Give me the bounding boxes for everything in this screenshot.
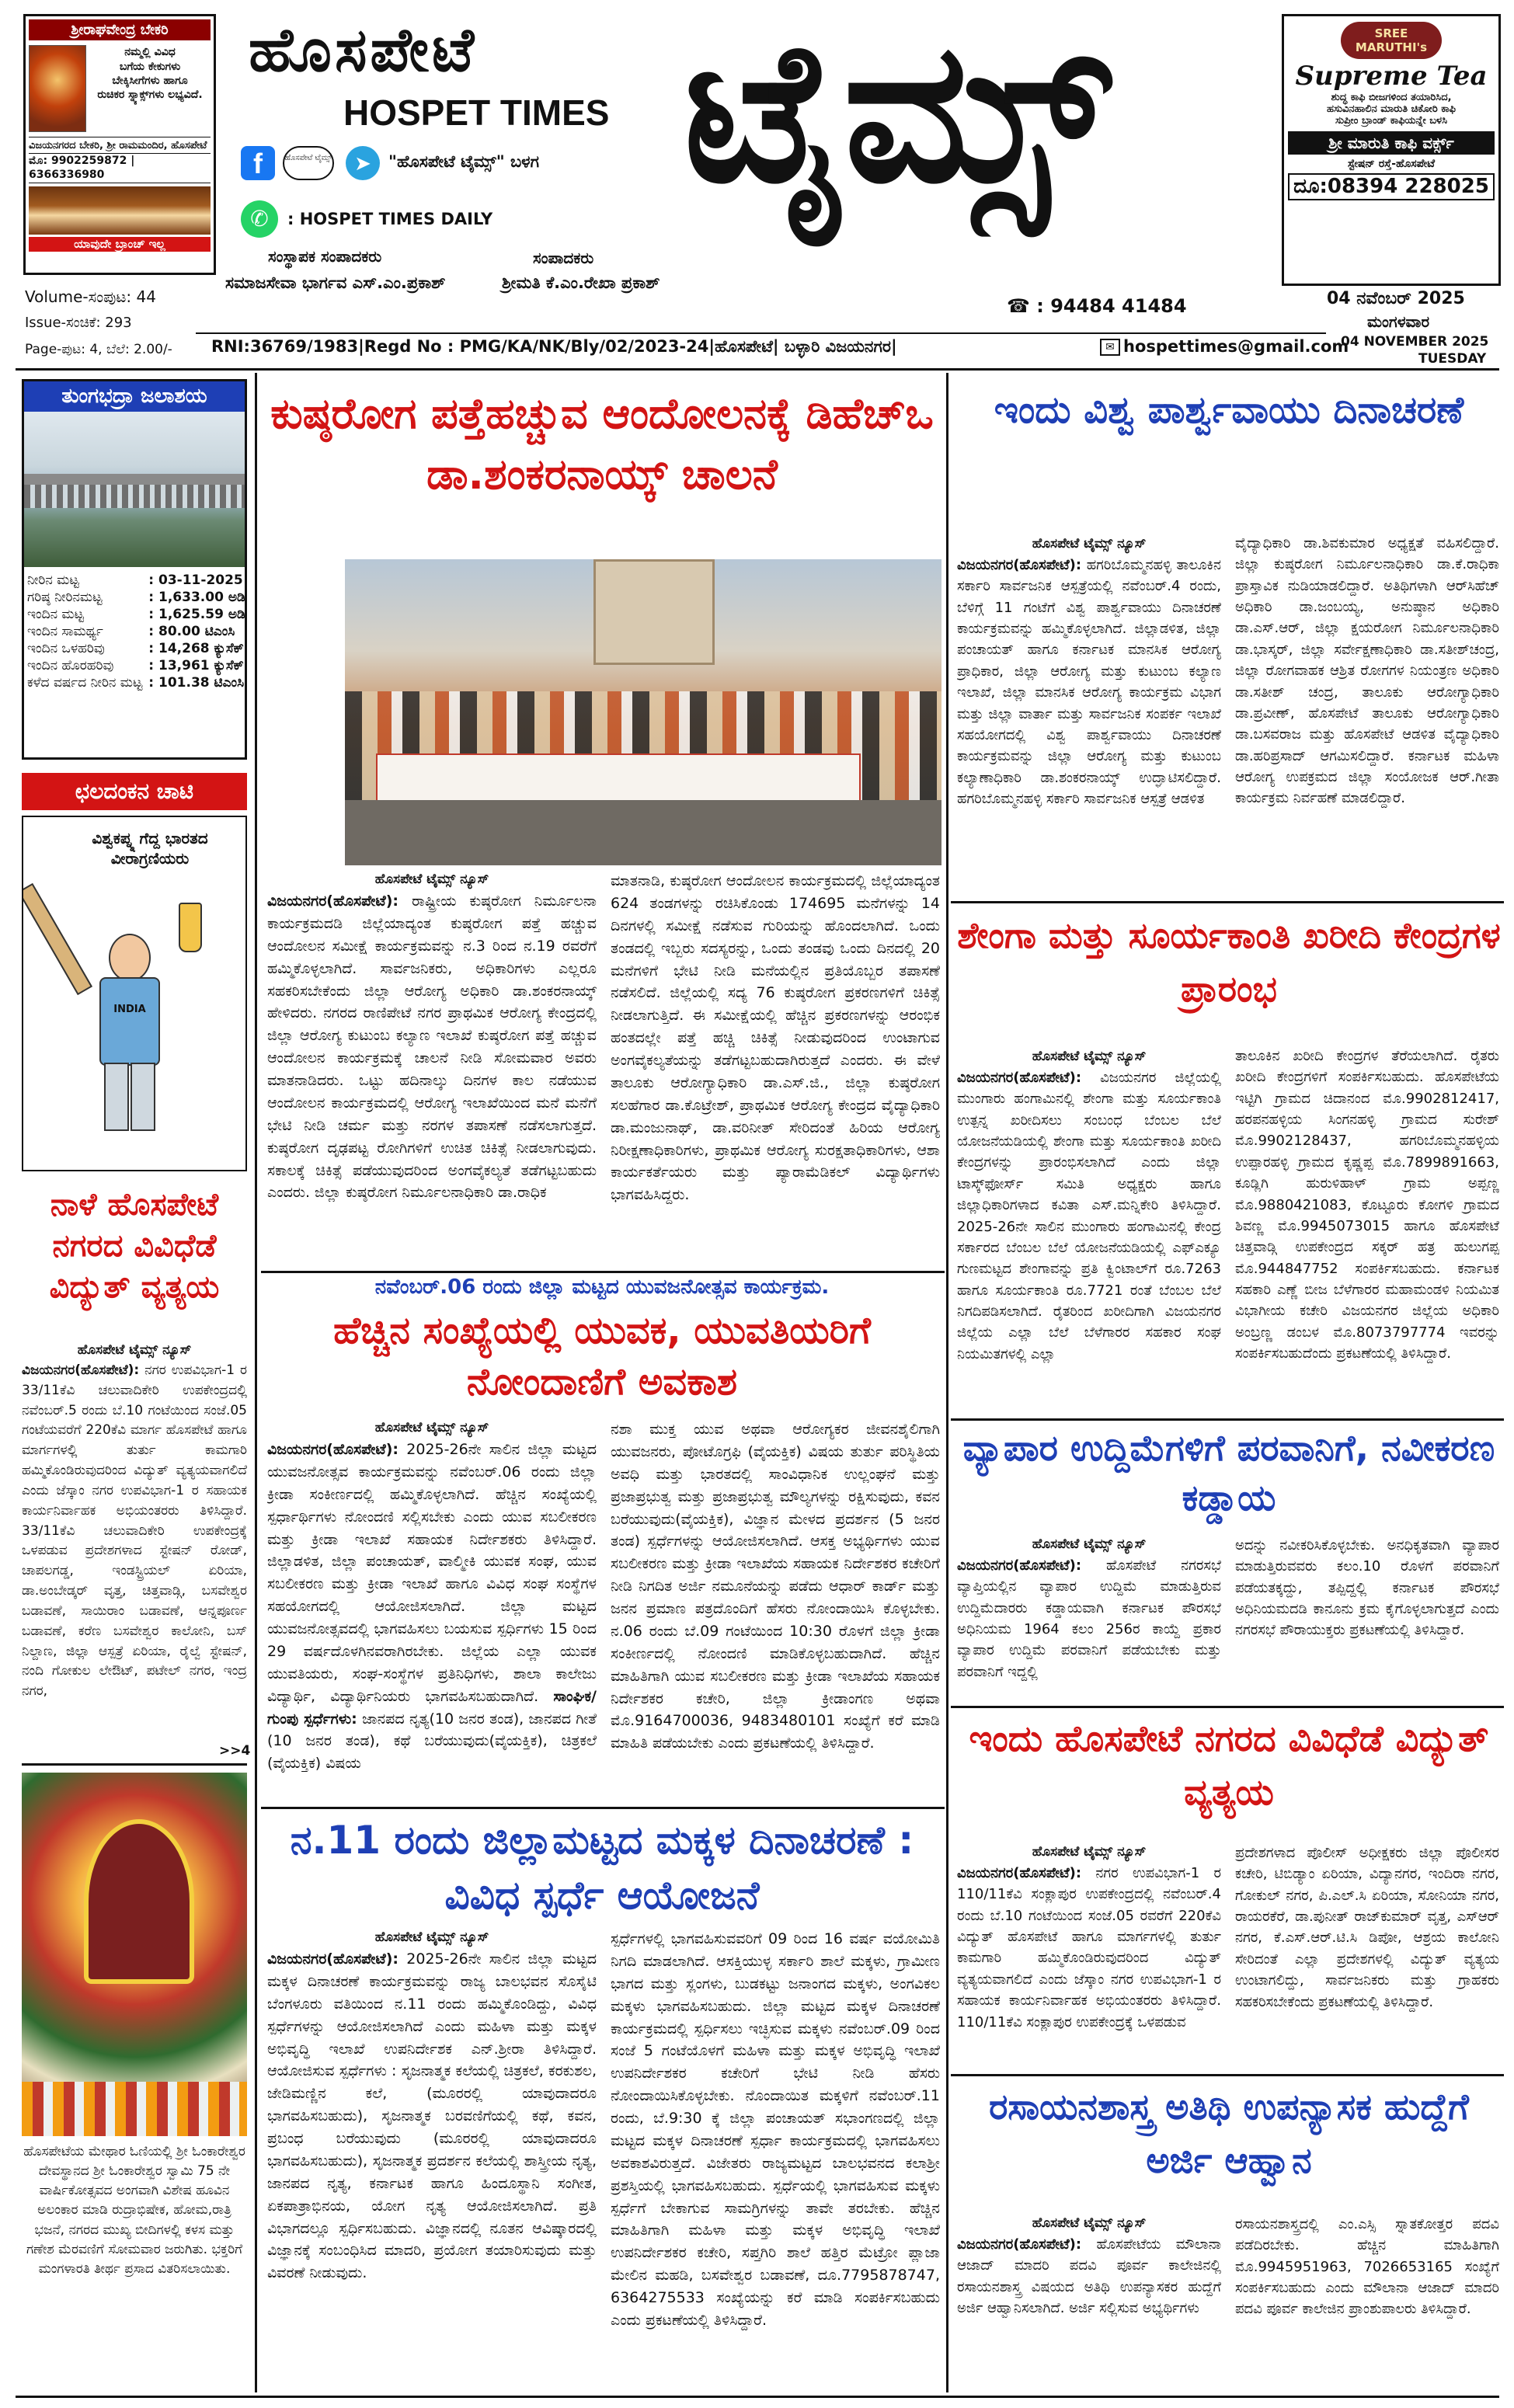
title-kannada-small: ಹೊಸಪೇಟೆ bbox=[249, 16, 478, 85]
left-ad-line2: ನಮ್ಮಲ್ಲಿ ವಿವಿಧ bbox=[124, 46, 176, 59]
title-english: HOSPET TIMES bbox=[343, 92, 610, 133]
left-ad[interactable] bbox=[23, 14, 216, 275]
children-story-col1 bbox=[267, 1948, 597, 2391]
youth-story-kicker: ನವೆಂಬರ್.06 ರಂದು ಜಿಲ್ಲಾ ಮಟ್ಟದ ಯುವಜನೋತ್ಸವ ಕಾರ್ಯಕ್ರಮ. bbox=[374, 1275, 830, 1299]
left-story-byline: ಹೊಸಪೇಟೆ ಟೈಮ್ಸ್ ನ್ಯೂಸ್ bbox=[77, 1342, 192, 1358]
whatsapp-icon[interactable]: ✆ bbox=[241, 200, 278, 238]
stroke-story-rule bbox=[951, 901, 1504, 903]
chemistry-story-byline: ಹೊಸಪೇಟೆ ಟೈಮ್ಸ್ ನ್ಯೂಸ್ bbox=[1032, 2215, 1147, 2231]
groundnut-story-byline: ಹೊಸಪೇಟೆ ಟೈಮ್ಸ್ ನ್ಯೂಸ್ bbox=[1032, 1049, 1147, 1064]
volume-label: Volume-ಸಂಪುಟ: 44 bbox=[25, 287, 156, 306]
left-story-dateline: ವಿಜಯನಗರ(ಹೊಸಪೇಟೆ): bbox=[22, 1362, 140, 1378]
youth-story-byline: ಹೊಸಪೇಟೆ ಟೈಮ್ಸ್ ನ್ಯೂಸ್ bbox=[374, 1420, 489, 1435]
dam-table bbox=[24, 572, 249, 691]
cartoon-title: ಛಲದಂಕನ ಚಾಟಿ bbox=[22, 773, 247, 810]
cartoon-caption: ವಿಶ್ವಕಪ್ನ್ನ ಗೆದ್ದ ಭಾರತದ ವೀರಾಗ್ರಣಿಯರು bbox=[92, 829, 208, 868]
left-story-continued[interactable]: >>4 bbox=[219, 1743, 251, 1759]
phone-number: ☎ : 94484 41484 bbox=[1007, 295, 1187, 317]
masthead-rule bbox=[196, 332, 1326, 334]
dam-box bbox=[22, 379, 247, 760]
day-english: TUESDAY bbox=[1418, 351, 1487, 367]
right-ad-line3: ಸುಪ್ರೀಂ ಬ್ರಾಂಡ್ ಕಾಫಿಯನ್ನೇ ಬಳಸಿ bbox=[1335, 115, 1448, 127]
stroke-story-col1-text: ಹಗರಿಬೊಮ್ಮನಹಳ್ಳಿ ತಾಲೂಕಿನ ಸರ್ಕಾರಿ ಸಾರ್ವಜನಿಕ ಆಸ್ಪತ್ರೆಯಲ್ಲಿ ನವೆಂಬರ್.4 ರಂದು, ಬೆಳಿಗ್ಗೆ 11 ಗಂಟೆಗೆ ವಿಶ್ವ ಪಾರ್ಶ್ವವಾಯು ದಿನಾಚರಣೆ ಕಾರ್ಯಕ್ರಮವನ್ನು ಹಮ್ಮಿಕೊಳ್ಳಲಾಗಿದೆ. ಜಿಲ್ಲಾಡಳಿತ, ಜಿಲ್ಲಾ ಪಂಚಾಯತ್ ಹಾಗೂ ಕರ್ನಾಟಕ ಮಾನಸಿಕ ಆರೋಗ್ಯ ಪ್ರಾಧಿಕಾರ, ಜಿಲ್ಲಾ ಆರೋಗ್ಯ ಮತ್ತು ಕುಟುಂಬ ಕಲ್ಯಾಣ ಇಲಾಖೆ, ಜಿಲ್ಲಾ ಮಾನಸಿಕ ಆರೋಗ್ಯ ಕಾರ್ಯಕ್ರಮ ವಿಭಾಗ ಮತ್ತು ಜಿಲ್ಲಾ ವಾರ್ತಾ ಮತ್ತು ಸಾರ್ವಜನಿಕ ಸಂಪರ್ಕ ಇಲಾಖೆ ಸಹಯೋಗದಲ್ಲಿ ವಿಶ್ವ ಪಾರ್ಶ್ವವಾಯು ದಿನಾಚರಣೆ ಕಾರ್ಯಕ್ರಮವನ್ನು ಜಿಲ್ಲಾ ಆರೋಗ್ಯ ಮತ್ತು ಕುಟುಂಬ ಕಲ್ಯಾಣಾಧಿಕಾರಿ ಡಾ.ಶಂಕರನಾಯ್ಕ್ ಉದ್ಘಾಟಿಸಲಿದ್ದಾರೆ. ಹಗರಿಬೊಮ್ಮನಹಳ್ಳಿ ಸರ್ಕಾರಿ ಸಾರ್ವಜನಿಕ ಆಸ್ಪತ್ರೆ ಆಡಳಿತ bbox=[957, 557, 1221, 807]
stroke-story-byline: ಹೊಸಪೇಟೆ ಟೈಮ್ಸ್ ನ್ಯೂಸ್ bbox=[1032, 536, 1147, 552]
stroke-story-dateline: ವಿಜಯನಗರ(ಹೊಸಪೇಟೆ): bbox=[957, 557, 1082, 573]
dam-row-value: : 03-11-2025 bbox=[148, 572, 243, 588]
youth-story-dateline: ವಿಜಯನಗರ(ಹೊಸಪೇಟೆ): bbox=[267, 1441, 399, 1458]
issue-label: Issue-ಸಂಚಿಕೆ: 293 bbox=[25, 315, 132, 331]
stroke-story-headline: ಇಂದು ವಿಶ್ವ ಪಾರ್ಶ್ವವಾಯು ದಿನಾಚರಣೆ bbox=[994, 388, 1464, 432]
registration-line: RNI:36769/1983|Regd No : PMG/KA/NK/Bly/02/2023-24|ಹೊಸಪೇಟೆ| ಬಳ್ಳಾರಿ ವಿಜಯನಗರ| bbox=[211, 337, 897, 356]
dam-row bbox=[24, 657, 249, 674]
facebook-icon[interactable]: f bbox=[241, 146, 275, 180]
dam-row-label: ಇಂದಿನ ಸಾಮರ್ಥ್ಯ bbox=[27, 624, 103, 639]
main-story-photo bbox=[345, 559, 941, 865]
groundnut-story-rule bbox=[951, 1418, 1504, 1421]
youth-story-col1-tail: ಜಾನಪದ ನೃತ್ಯ(10 ಜನರ ತಂಡ), ಜಾನಪದ ಗೀತೆ (10 ಜನರ ತಂಡ), ಕಥೆ ಬರೆಯುವುದು(ವೈಯಕ್ತಿಕ), ಚಿತ್ರಕಲೆ (ವೈಯಕ್ತಿಕ) ವಿಷಯ bbox=[267, 1710, 597, 1773]
temple-photo bbox=[22, 1773, 247, 2136]
right-ad-shop: ಶ್ರೀ ಮಾರುತಿ ಕಾಫಿ ವರ್ಕ್ಸ್ bbox=[1288, 131, 1495, 155]
facebook-label[interactable]: ಹೊಸಪೇಟೆ ಟೈಮ್ಸ್ bbox=[283, 146, 334, 180]
right-ad-phone: ದೂ:08394 228025 bbox=[1288, 173, 1495, 200]
pages-label: Page-ಪುಟ: 4, ಬೆಲೆ: 2.00/- bbox=[25, 342, 172, 357]
stroke-story-col2: ವೈದ್ಯಾಧಿಕಾರಿ ಡಾ.ಶಿವಕುಮಾರ ಅಧ್ಯಕ್ಷತೆ ವಹಿಸಲಿದ್ದಾರೆ. ಜಿಲ್ಲಾ ಕುಷ್ಠರೋಗ ನಿರ್ಮೂಲನಾಧಿಕಾರಿ ಡಾ.ಕೆ.ರಾಧಿಕಾ ಪ್ರಾಸ್ತಾವಿಕ ನುಡಿಯಾಡಲಿದ್ದಾರೆ. ಅತಿಥಿಗಳಾಗಿ ಆರ್‌ಸಿಹೆಚ್ ಅಧಿಕಾರಿ ಡಾ.ಜಂಬಯ್ಯ, ಅನುಷ್ಠಾನ ಅಧಿಕಾರಿ ಡಾ.ಎಸ್.ಆರ್, ಜಿಲ್ಲಾ ಕ್ಷಯರೋಗ ನಿರ್ಮೂಲನಾಧಿಕಾರಿ ಡಾ.ಭಾಸ್ಕರ್, ಜಿಲ್ಲಾ ಸರ್ವೇಕ್ಷಣಾಧಿಕಾರಿ ಡಾ.ಸತೀಶ್‌ಚಂದ್ರ, ಜಿಲ್ಲಾ ರೋಗವಾಹಕ ಆಶ್ರಿತ ರೋಗಗಳ ನಿಯಂತ್ರಣ ಅಧಿಕಾರಿ ಡಾ.ಸತೀಶ್ ಚಂದ್ರ, ತಾಲೂಕು ಆರೋಗ್ಯಾಧಿಕಾರಿ ಡಾ.ಪ್ರವೀಣ್, ಹೊಸಪೇಟೆ ತಾಲೂಕು ಆರೋಗ್ಯಾಧಿಕಾರಿ ಡಾ.ಬಸವರಾಜ ಮತ್ತು ಹೊಸಪೇಟೆ ಆಡಳಿತ ವೈದ್ಯಾಧಿಕಾರಿ ಡಾ.ಹರಿಪ್ರಸಾದ್ ಆಗಮಿಸಲಿದ್ದಾರೆ. ಕರ್ನಾಟಕ ಮಹಿಳಾ ಆರೋಗ್ಯ ಉಪಕ್ರಮದ ಜಿಲ್ಲಾ ಸಂಯೋಜಕ ಆರ್.ಗೀತಾ ಕಾರ್ಯಕ್ರಮ ನಿರ್ವಹಣೆ ಮಾಡಲಿದ್ದಾರೆ. bbox=[1235, 535, 1499, 807]
cartoon-trophy bbox=[179, 903, 202, 952]
chemistry-story-col2: ರಸಾಯನಶಾಸ್ತ್ರದಲ್ಲಿ ಎಂ.ಎಸ್ಸಿ ಸ್ನಾತಕೋತ್ತರ ಪದವಿ ಪಡೆದಿರಬೇಕು. ಹೆಚ್ಚಿನ ಮಾಹಿತಿಗಾಗಿ ಮೊ.9945951963, 7026653165 ಸಂಖ್ಯೆಗೆ ಸಂಪರ್ಕಿಸಬಹುದು ಎಂದು ಮೌಲಾನಾ ಆಜಾದ್ ಮಾದರಿ ಪದವಿ ಪೂರ್ವ ಕಾಲೇಜಿನ ಪ್ರಾಂಶುಪಾಲರು ತಿಳಿಸಿದ್ದಾರೆ. bbox=[1235, 2216, 1499, 2318]
power-story-rule bbox=[951, 2074, 1504, 2076]
date-english: 04 NOVEMBER 2025 bbox=[1341, 334, 1489, 350]
photo-caption: ಹೊಸಪೇಟೆಯ ಮೇಥಾರ ಓಣಿಯಲ್ಲಿ ಶ್ರೀ ಓಂಕಾರೇಶ್ವರ ದೇವಸ್ಥಾನದ ಶ್ರೀ ಓಂಕಾರೇಶ್ವರ ಸ್ವಾಮಿ 75 ನೇ ವಾರ್ಷಿಕೋತ್ಸವದ ಅಂಗವಾಗಿ ವಿಶೇಷ ಹೂವಿನ ಅಲಂಕಾರ ಮಾಡಿ ರುದ್ರಾಭಿಷೇಕ, ಹೋಮ,ರಾತ್ರಿ ಭಜನೆ, ನಗರದ ಮುಖ್ಯ ಬೀದಿಗಳಲ್ಲಿ ಕಳಸ ಮತ್ತು ಗಣೇಶ ಮೆರವಣಿಗೆ ಸೋಮವಾರ ಜರುಗಿತು. ಭಕ್ತರಿಗೆ ಮಂಗಳಾರತಿ ತೀರ್ಥ ಪ್ರಸಾದ ವಿತರಿಸಲಾಯಿತು. bbox=[23, 2144, 245, 2277]
chemistry-story-dateline: ವಿಜಯನಗರ(ಹೊಸಪೇಟೆ): bbox=[957, 2236, 1082, 2253]
main-story-col1-text: ರಾಷ್ಟ್ರೀಯ ಕುಷ್ಠರೋಗ ನಿರ್ಮೂಲನಾ ಕಾರ್ಯಕ್ರಮದಡಿ ಜಿಲ್ಲೆಯಾದ್ಯಂತ ಕುಷ್ಠರೋಗ ಪತ್ತೆ ಹಚ್ಚುವ ಆಂದೋಲನ ಸಮೀಕ್ಷೆ ಕಾರ್ಯಕ್ರಮವನ್ನು ನ.3 ರಿಂದ ನ.19 ರವರೆಗೆ ಹಮ್ಮಿಕೊಳ್ಳಲಾಗಿದೆ. ಸಾರ್ವಜನಿಕರು, ಅಧಿಕಾರಿಗಳು ಎಲ್ಲರೂ ಸಹಕರಿಸಬೇಕೆಂದು ಜಿಲ್ಲಾ ಆರೋಗ್ಯ ಅಧಿಕಾರಿ ಡಾ.ಶಂಕರನಾಯ್ಕ್ ಹೇಳಿದರು. ನಗರದ ರಾಣಿಪೇಟೆ ನಗರ ಪ್ರಾಥಮಿಕ ಆರೋಗ್ಯ ಕೇಂದ್ರದಲ್ಲಿ ಜಿಲ್ಲಾ ಆರೋಗ್ಯ ಕುಟುಂಬ ಕಲ್ಯಾಣ ಇಲಾಖೆ ಕುಷ್ಠರೋಗ ಪತ್ತೆ ಹಚ್ಚುವ ಆಂದೋಲನ ಕಾರ್ಯಕ್ರಮಕ್ಕೆ ಚಾಲನೆ ನೀಡಿ ಸೋಮವಾರ ಅವರು ಮಾತನಾಡಿದರು. ಒಟ್ಟು ಹದಿನಾಲ್ಕು ದಿನಗಳ ಕಾಲ ನಡೆಯುವ ಆಂದೋಲನ ಕಾರ್ಯಕ್ರಮದಲ್ಲಿ ಆರೋಗ್ಯ ಇಲಾಖೆಯಿಂದ ಮನೆ ಮನೆಗೆ ಭೇಟಿ ನೀಡಿ ಚರ್ಮ ಮತ್ತು ನರಗಳ ತಪಾಸಣೆ ನಡೆಸಲಾಗುತ್ತದೆ. ಕುಷ್ಠರೋಗ ದೃಢಪಟ್ಟ ರೋಗಿಗಳಿಗೆ ಉಚಿತ ಚಿಕಿತ್ಸೆ ನೀಡಲಾಗುವುದು. ಸಕಾಲಕ್ಕೆ ಚಿಕಿತ್ಸೆ ಪಡೆಯುವುದರಿಂದ ಅಂಗವೈಕಲ್ಯತೆ ತಡೆಗಟ್ಟಬಹುದು ಎಂದರು. ಜಿಲ್ಲಾ ಕುಷ್ಠರೋಗ ನಿರ್ಮೂಲನಾಧಿಕಾರಿ ಡಾ.ರಾಧಿಕ bbox=[267, 893, 597, 1202]
cartoon-figure bbox=[93, 934, 163, 1128]
groundnut-story-headline: ಶೇಂಗಾ ಮತ್ತು ಸೂರ್ಯಕಾಂತಿ ಖರೀದಿ ಕೇಂದ್ರಗಳ ಪ್ರಾರಂಭ bbox=[957, 914, 1501, 1010]
right-ad-line1: ಶುದ್ಧ ಕಾಫಿ ಬೀಜಗಳಿಂದ ತಯಾರಿಸಿದ, bbox=[1331, 92, 1452, 103]
groundnut-story-col2: ತಾಲೂಕಿನ ಖರೀದಿ ಕೇಂದ್ರಗಳ ತೆರೆಯಲಾಗಿದೆ. ರೈತರು ಖರೀದಿ ಕೇಂದ್ರಗಳಿಗೆ ಸಂಪರ್ಕಿಸಬಹುದು. ಹೊಸಪೇಟೆಯ ಇಟ್ಟಿಗಿ ಗ್ರಾಮದ ಚಿದಾನಂದ ಮೊ.9902812417, ಹರಪನಹಳ್ಳಿಯ ಸಿಂಗನಹಳ್ಳಿ ಗ್ರಾಮದ ಸುರೇಶ್ ಮೊ.9902128437, ಹಗರಿಬೊಮ್ಮನಹಳ್ಳಿಯ ಉಪ್ಪಾರಹಳ್ಳಿ ಗ್ರಾಮದ ಕೃಷ್ಣಪ್ಪ ಮೊ.7899891663, ಕೂಡ್ಲಿಗಿ ಹುರುಳಿಹಾಳ್ ಗ್ರಾಮ ಅಪ್ಪಣ್ಣ ಮೊ.9880421083, ಕೊಟ್ಟೂರು ಕೋಗಳಿ ಗ್ರಾಮದ ಶಿವಣ್ಣ ಮೊ.9945073015 ಹಾಗೂ ಹೊಸಪೇಟೆ ಚಿತ್ತವಾಡ್ಗಿ ಉಪಕೇಂದ್ರದ ಸಕ್ಕರ್ ಹತ್ರ ಹುಲುಗಪ್ಪ ಮೊ.944847752 ಸಂಪರ್ಕಿಸಬಹುದು. ಕರ್ನಾಟಕ ಸಹಕಾರಿ ಎಣ್ಣೆ ಬೀಜ ಬೆಳೆಗಾರರ ಮಹಾಮಂಡಳಿ ನಿಯಮಿತ ವಿಭಾಗೀಯ ಕಚೇರಿ ವಿಜಯನಗರ ಜಿಲ್ಲೆಯ ಅಧಿಕಾರಿ ಅಂಬ್ರಣ್ಣ ಡಂಬಳ ಮೊ.8073797774 ಇವರನ್ನು ಸಂಪರ್ಕಿಸಬಹುದೆಂದು ಪ್ರಕಟಣೆಯಲ್ಲಿ ತಿಳಿಸಿದ್ದಾರೆ. bbox=[1235, 1048, 1499, 1362]
power-story-byline: ಹೊಸಪೇಟೆ ಟೈಮ್ಸ್ ನ್ಯೂಸ್ bbox=[1032, 1844, 1147, 1860]
dam-row-label: ನೀರಿನ ಮಟ್ಟ bbox=[27, 572, 79, 588]
dam-row-value: : 1,633.00 ಅಡಿ bbox=[148, 590, 245, 605]
cartoon-shirt-label: INDIA bbox=[113, 1004, 146, 1015]
right-ad-line2: ಹಸುವಿನಹಾಲಿನ ಮಾರುತಿ ಚಿಕೋರಿ ಕಾಫಿ bbox=[1327, 103, 1456, 115]
power-story-col1-text: ನಗರ ಉಪವಿಭಾಗ-1 ರ 110/11ಕೆವಿ ಸಂಕ್ಲಾಪುರ ಉಪಕೇಂದ್ರದಲ್ಲಿ ನವೆಂಬರ್.4 ರಂದು ಬೆ.10 ಗಂಟೆಯಿಂದ ಸಂಜೆ.05 ರವರೆಗೆ 220ಕೆವಿ ವಿದ್ಯುತ್ ಹೊಸಪೇಟೆ ಹಾಗೂ ಮಾರ್ಗಗಳಲ್ಲಿ ತುರ್ತು ಕಾಮಗಾರಿ ಹಮ್ಮಿಕೊಂಡಿರುವುದರಿಂದ ವಿದ್ಯುತ್ ವ್ಯತ್ಯಯವಾಗಲಿದೆ ಎಂದು ಜೆಸ್ಕಾಂ ನಗರ ಉಪವಿಭಾಗ-1 ರ ಸಹಾಯಕ ಕಾರ್ಯನಿರ್ವಾಹಕ ಅಭಿಯಂತರರು ತಿಳಿಸಿದ್ದಾರೆ. 110/11ಕೆವಿ ಸಂಕ್ಲಾಪುರ ಉಪಕೇಂದ್ರಕ್ಕೆ ಒಳಪಡುವ bbox=[957, 1865, 1221, 2030]
page-bottom-rule bbox=[16, 2396, 1499, 2398]
editor-name: ಶ್ರೀಮತಿ ಕೆ.ಎಂ.ರೇಖಾ ಪ್ರಕಾಶ್ bbox=[502, 273, 660, 292]
children-story-col1-text: 2025-26ನೇ ಸಾಲಿನ ಜಿಲ್ಲಾ ಮಟ್ಟದ ಮಕ್ಕಳ ದಿನಾಚರಣೆ ಕಾರ್ಯಕ್ರಮವನ್ನು ರಾಜ್ಯ ಬಾಲಭವನ ಸೊಸೈಟಿ ಬೆಂಗಳೂರು ವತಿಯಿಂದ ನ.11 ರಂದು ಹಮ್ಮಿಕೊಂಡಿದ್ದು, ವಿವಿಧ ಸ್ಪರ್ಧೆಗಳನ್ನು ಆಯೋಜಿಸಲಾಗಿದೆ ಎಂದು ಮಹಿಳಾ ಮತ್ತು ಮಕ್ಕಳ ಅಭಿವೃದ್ಧಿ ಇಲಾಖೆ ಉಪನಿರ್ದೇಶಕ ಎನ್.ಶ್ರೀರಾ ತಿಳಿಸಿದ್ದಾರೆ. ಆಯೋಜಿಸುವ ಸ್ಪರ್ಧೆಗಳು : ಸೃಜನಾತ್ಮಕ ಕಲೆಯಲ್ಲಿ ಚಿತ್ರಕಲೆ, ಕರಕುಶಲ, ಜೇಡಿಮಣ್ಣಿನ ಕಲೆ, (ಮೂರರಲ್ಲಿ ಯಾವುದಾದರೂ ಭಾಗವಹಿಸಬಹುದು), ಸೃಜನಾತ್ಮಕ ಬರವಣಿಗೆಯಲ್ಲಿ ಕಥೆ, ಕವನ, ಪ್ರಬಂಧ ಬರೆಯುವುದು (ಮೂರರಲ್ಲಿ ಯಾವುದಾದರೂ ಭಾಗವಹಿಸಬಹುದು), ಸೃಜನಾತ್ಮಕ ಪ್ರದರ್ಶನ ಕಲೆಯಲ್ಲಿ ಶಾಸ್ತ್ರೀಯ ನೃತ್ಯ, ಜಾನಪದ ನೃತ್ಯ, ಕರ್ನಾಟಕ ಹಾಗೂ ಹಿಂದೂಸ್ಥಾನಿ ಸಂಗೀತ, ಏಕಪಾತ್ರಾಭಿನಯ, ಯೋಗ ನೃತ್ಯ ಆಯೋಜಿಸಲಾಗಿದೆ. ಪ್ರತಿ ವಿಭಾಗದಲ್ಲೂ ಸ್ಪರ್ಧಿಸಬಹುದು. ವಿಜ್ಞಾನದಲ್ಲಿ ನೂತನ ಆವಿಷ್ಕಾರದಲ್ಲಿ ವಿಜ್ಞಾನಕ್ಕೆ ಸಂಬಂಧಿಸಿದ ಮಾದರಿ, ಪ್ರಯೋಗ ತಯಾರಿಸುವುದು ಮತ್ತು ವಿವರಣೆ ನೀಡುವುದು. bbox=[267, 1950, 597, 2282]
dam-row bbox=[24, 640, 249, 657]
cake-image bbox=[29, 186, 211, 235]
left-story-text: ನಗರ ಉಪವಿಭಾಗ-1 ರ 33/11ಕೆವಿ ಚಲುವಾದಿಕೇರಿ ಉಪಕೇಂದ್ರದಲ್ಲಿ ನವೆಂಬರ್.5 ರಂದು ಬೆ.10 ಗಂಟೆಯಿಂದ ಸಂಜೆ.05 ಗಂಟೆಯವರೆಗೆ 220ಕೆವಿ ಮಾರ್ಗ ಹೊಸಪೇಟೆ ಹಾಗೂ ಮಾರ್ಗಗಳಲ್ಲಿ ತುರ್ತು ಕಾಮಗಾರಿ ಹಮ್ಮಿಕೊಂಡಿರುವುದರಿಂದ ವಿದ್ಯುತ್ ವ್ಯತ್ಯಯವಾಗಲಿದೆ ಎಂದು ಜೆಸ್ಕಾಂ ನಗರ ಉಪವಿಭಾಗ-1 ರ ಸಹಾಯಕ ಕಾರ್ಯನಿರ್ವಾಹಕ ಅಭಿಯಂತರರು ತಿಳಿಸಿದ್ದಾರೆ. 33/11ಕೆವಿ ಚಲುವಾದಿಕೇರಿ ಉಪಕೇಂದ್ರಕ್ಕೆ ಒಳಪಡುವ ಪ್ರದೇಶಗಳಾದ ಸ್ಟೇಷನ್ ರೋಡ್, ಚಾಪಲಗಡ್ಡ, ಇಂಡಸ್ಟ್ರಿಯಲ್ ಏರಿಯಾ, ಡಾ.ಅಂಬೇಡ್ಕರ್ ವೃತ್ತ, ಚಿತ್ತವಾಡ್ಗಿ, ಬಸವೇಶ್ವರ ಬಡಾವಣೆ, ಸಾಯಿರಾಂ ಬಡಾವಣೆ, ಆನ್ನಪೂರ್ಣ ಬಡಾವಣೆ, ಕರೆಣ ಬಸವೇಶ್ವರ ಕಾಲೋನಿ, ಬಸ್ ನಿಲ್ದಾಣ, ಜಿಲ್ಲಾ ಆಸ್ಪತ್ರೆ ಏರಿಯಾ, ರೈಲ್ವೆ ಸ್ಟೇಷನ್, ನಂದಿ ಗೋಕುಲ ಲೇಔಟ್, ಪಟೇಲ್ ನಗರ, ಇಂದ್ರ ನಗರ, bbox=[22, 1362, 247, 1700]
cartoon-bat bbox=[22, 883, 92, 995]
email-link[interactable]: hospettimes@gmail.com bbox=[1123, 337, 1349, 356]
founder-label: ಸಂಸ್ಥಾಪಕ ಸಂಪಾದಕರು bbox=[268, 247, 382, 266]
dam-row-label: ಇಂದಿನ ಹೊರಹರಿವು bbox=[27, 658, 114, 673]
license-story-rule bbox=[951, 1706, 1504, 1708]
youth-story-col1-tail-label: ಸಾಂಘಿಕ/ಗುಂಪು ಸ್ಪರ್ಧೆಗಳು: bbox=[267, 1687, 597, 1728]
youth-story-col2: ನಶಾ ಮುಕ್ತ ಯುವ ಅಥವಾ ಆರೋಗ್ಯಕರ ಜೀವನಶೈಲಿಗಾಗಿ ಯುವಜನರು, ಪೋಟೊಗ್ರಫಿ (ವೈಯಕ್ತಿಕ) ವಿಷಯ ತುರ್ತು ಪರಿಸ್ಥಿತಿಯ ಅವಧಿ ಮತ್ತು ಭಾರತದಲ್ಲಿ ಸಾಂವಿಧಾನಿಕ ಉಲ್ಲಂಘನೆ ಮತ್ತು ಪ್ರಜಾಪ್ರಭುತ್ವ ಮತ್ತು ಪ್ರಜಾಪ್ರಭುತ್ವ ಮೌಲ್ಯಗಳನ್ನು ರಕ್ಷಿಸುವುದು, ಕವನ ಬರೆಯುವುದು(ವೈಯಕ್ತಿಕ), ವಿಜ್ಞಾನ ಮೇಳದ ಪ್ರದರ್ಶನ (5 ಜನರ ತಂಡ) ಸ್ಪರ್ಧೆಗಳನ್ನು ಆಯೋಜಿಸಲಾಗಿದೆ. ಆಸಕ್ತ ಅಭ್ಯರ್ಥಿಗಳು ಯುವ ಸಬಲೀಕರಣ ಮತ್ತು ಕ್ರೀಡಾ ಇಲಾಖೆಯ ಸಹಾಯಕ ನಿರ್ದೇಶಕರ ಕಚೇರಿಗೆ ನೀಡಿ ನಿಗದಿತ ಅರ್ಜಿ ನಮೂನೆಯನ್ನು ಪಡೆದು ಆಧಾರ್ ಕಾರ್ಡ್ ಮತ್ತು ಜನನ ಪ್ರಮಾಣ ಪತ್ರದೊಂದಿಗೆ ಹೆಸರು ನೋಂದಾಯಿಸಿ ಕೊಳ್ಳಬೇಕು. ನ.06 ರಂದು ಬೆ.09 ಗಂಟೆಯಿಂದ 10:30 ರೊಳಗೆ ಜಿಲ್ಲಾ ಕ್ರೀಡಾ ಸಂಕೀರ್ಣದಲ್ಲಿ ನೋಂದಣಿ ಮಾಡಿಕೊಳ್ಳಬಹುದಾಗಿದೆ. ಹೆಚ್ಚಿನ ಮಾಹಿತಿಗಾಗಿ ಯುವ ಸಬಲೀಕರಣ ಮತ್ತು ಕ್ರೀಡಾ ಇಲಾಖೆಯ ಸಹಾಯಕ ನಿರ್ದೇಶಕರ ಕಚೇರಿ, ಜಿಲ್ಲಾ ಕ್ರೀಡಾಂಗಣ ಅಥವಾ ಮೊ.9164700036, 9483480101 ಸಂಖ್ಯೆಗೆ ಕರೆ ಮಾಡಿ ಮಾಹಿತಿ ಪಡೆಯಬೇಕು ಎಂದು ಪ್ರಕಟಣೆಯಲ್ಲಿ ತಿಳಿಸಿದ್ದಾರೆ. bbox=[611, 1421, 940, 1752]
children-story-byline: ಹೊಸಪೇಟೆ ಟೈಮ್ಸ್ ನ್ಯೂಸ್ bbox=[374, 1930, 489, 1945]
main-story-headline: ಕುಷ್ಠರೋಗ ಪತ್ತೆಹಚ್ಚುವ ಆಂದೋಲನಕ್ಕೆ ಡಿಹೆಚ್ಒ ಡಾ.ಶಂಕರನಾಯ್ಕ್ ಚಾಲನೆ bbox=[270, 389, 934, 499]
dam-row-value: : 13,961 ಕ್ಯುಸೆಕ್ bbox=[148, 658, 244, 673]
left-column-divider bbox=[255, 373, 257, 2392]
telegram-label[interactable]: "ಹೊಸಪೇಟೆ ಟೈಮ್ಸ್" ಬಳಗ bbox=[388, 152, 539, 171]
right-ad[interactable] bbox=[1282, 14, 1501, 286]
groundnut-story-col1 bbox=[957, 1067, 1221, 1415]
youth-story-rule bbox=[261, 1807, 945, 1809]
dam-row-value: : 101.38 ಟಿಎಂಸಿ bbox=[148, 675, 245, 691]
date-kannada: 04 ನವೆಂಬರ್ 2025 bbox=[1327, 289, 1465, 308]
cartoon bbox=[22, 816, 247, 1171]
children-story-headline: ನ.11 ರಂದು ಜಿಲ್ಲಾಮಟ್ಟದ ಮಕ್ಕಳ ದಿನಾಚರಣೆ : ವಿವಿಧ ಸ್ಪರ್ಧೆ ಆಯೋಜನೆ bbox=[290, 1818, 914, 1918]
chemistry-story-headline: ರಸಾಯನಶಾಸ್ತ್ರ ಅತಿಥಿ ಉಪನ್ಯಾಸಕ ಹುದ್ದೆಗೆ ಅರ್ಜಿ ಆಹ್ವಾನ bbox=[989, 2086, 1469, 2181]
main-story-dateline: ವಿಜಯನಗರ(ಹೊಸಪೇಟೆ): bbox=[267, 893, 399, 910]
license-story-col1 bbox=[957, 1555, 1221, 1703]
left-ad-footer: ಯಾವುದೇ ಬ್ರಾಂಚ್ ಇಲ್ಲ bbox=[29, 237, 211, 252]
youth-story-headline: ಹೆಚ್ಚಿನ ಸಂಖ್ಯೆಯಲ್ಲಿ ಯುವಕ, ಯುವತಿಯರಿಗೆ ನೋಂದಾಣಿಗೆ ಅವಕಾಶ bbox=[333, 1309, 871, 1404]
children-story-dateline: ವಿಜಯನಗರ(ಹೊಸಪೇಟೆ): bbox=[267, 1950, 399, 1968]
dam-row-value: : 1,625.59 ಅಡಿ bbox=[148, 607, 245, 622]
dam-row-label: ಇಂದಿನ ಮಟ್ಟ bbox=[27, 607, 84, 622]
license-story-headline: ವ್ಯಾಪಾರ ಉದ್ದಿಮೆಗಳಿಗೆ ಪರವಾನಿಗೆ, ನವೀಕರಣ ಕಡ್ಡಾಯ bbox=[962, 1427, 1495, 1519]
stroke-story-col1 bbox=[957, 555, 1221, 898]
whatsapp-label[interactable]: : HOSPET TIMES DAILY bbox=[287, 210, 493, 228]
main-story-col2: ಮಾತನಾಡಿ, ಕುಷ್ಠರೋಗ ಆಂದೋಲನ ಕಾರ್ಯಕ್ರಮದಲ್ಲಿ ಜಿಲ್ಲೆಯಾದ್ಯಂತ 624 ತಂಡಗಳನ್ನು ರಚಿಸಿಕೊಂಡು 174695 ಮನೆಗಳನ್ನು 14 ದಿನಗಳಲ್ಲಿ ಸಮೀಕ್ಷೆ ನಡೆಸುವ ಗುರಿಯನ್ನು ಹೊಂದಲಾಗಿದೆ. ಒಂದು ತಂಡದಲ್ಲಿ ಇಬ್ಬರು ಸದಸ್ಯರನ್ನು, ಒಂದು ತಂಡವು ಒಂದು ದಿನದಲ್ಲಿ 20 ಮನೆಗಳಿಗೆ ಭೇಟಿ ನೀಡಿ ಮನೆಯಲ್ಲಿನ ಪ್ರತಿಯೊಬ್ಬರ ತಪಾಸಣೆ ನಡೆಸಲಿದೆ. ಜಿಲ್ಲೆಯಲ್ಲಿ ಸದ್ಯ 76 ಕುಷ್ಠರೋಗ ಪ್ರಕರಣಗಳಿಗೆ ಚಿಕಿತ್ಸೆ ನೀಡಲಾಗುತ್ತಿದೆ. ಈ ಸಮೀಕ್ಷೆಯಲ್ಲಿ ಹೆಚ್ಚಿನ ಪ್ರಕರಣಗಳನ್ನು ಆರಂಭಿಕ ಹಂತದಲ್ಲೇ ಪತ್ತೆ ಹಚ್ಚಿ ಚಿಕಿತ್ಸೆ ನೀಡುವುದರಿಂದ ಉಂಟಾಗುವ ಅಂಗವೈಕಲ್ಯತೆಯನ್ನು ತಡೆಗಟ್ಟಬಹುದಾಗಿರುತ್ತದೆ ಎಂದರು. ಈ ವೇಳೆ ತಾಲೂಕು ಆರೋಗ್ಯಾಧಿಕಾರಿ ಡಾ.ಎಸ್.ಜಿ., ಜಿಲ್ಲಾ ಕುಷ್ಠರೋಗ ಸಲಹೆಗಾರ ಡಾ.ಕೊಟ್ರೇಶ್, ಪ್ರಾಥಮಿಕ ಆರೋಗ್ಯ ಕೇಂದ್ರದ ವೈದ್ಯಾಧಿಕಾರಿ ಡಾ.ಮಂಜುನಾಥ್, ಡಾ.ವರಿನೀತ್ ಸೇರಿದಂತೆ ಹಿರಿಯ ಆರೋಗ್ಯ ನಿರೀಕ್ಷಣಾಧಿಕಾರಿಗಳು, ಪ್ರಾಥಮಿಕ ಆರೋಗ್ಯ ಸುರಕ್ಷತಾಧಿಕಾರಿಗಳು, ಆಶಾ ಕಾರ್ಯಕರ್ತೆಯರು ಮತ್ತು ಪ್ಯಾರಾಮೆಡಿಕಲ್ ವಿದ್ಯಾರ್ಥಿಗಳು ಭಾಗವಹಿಸಿದ್ದರು. bbox=[611, 872, 940, 1204]
dam-row bbox=[24, 572, 249, 589]
groundnut-story-col1-text: ವಿಜಯನಗರ ಜಿಲ್ಲೆಯಲ್ಲಿ ಮುಂಗಾರು ಹಂಗಾಮಿನಲ್ಲಿ ಶೇಂಗಾ ಮತ್ತು ಸೂರ್ಯಕಾಂತಿ ಉತ್ಪನ್ನ ಖರೀದಿಸಲು ಸಂಬಂಧ ಬೆಂಬಲ ಬೆಲೆ ಯೋಜನೆಯಡಿಯಲ್ಲಿ ಶೇಂಗಾ ಮತ್ತು ಸೂರ್ಯಕಾಂತಿ ಖರೀದಿ ಕೇಂದ್ರಗಳನ್ನು ಪ್ರಾರಂಭಿಸಲಾಗಿದೆ ಎಂದು ಜಿಲ್ಲಾ ಟಾಸ್ಕ್‌ಫೋರ್ಸ್ ಸಮಿತಿ ಅಧ್ಯಕ್ಷರು ಹಾಗೂ ಜಿಲ್ಲಾಧಿಕಾರಿಗಳಾದ ಕವಿತಾ ಎಸ್.ಮನ್ನಿಕೇರಿ ತಿಳಿಸಿದ್ದಾರೆ. 2025-26ನೇ ಸಾಲಿನ ಮುಂಗಾರು ಹಂಗಾಮಿನಲ್ಲಿ ಕೇಂದ್ರ ಸರ್ಕಾರದ ಬೆಂಬಲ ಬೆಲೆ ಯೋಜನೆಯಡಿಯಲ್ಲಿ ಎಫ್ಎಕ್ಯೂ ಗುಣಮಟ್ಟದ ಶೇಂಗಾವನ್ನು ಪ್ರತಿ ಕ್ವಿಂಟಾಲ್‌ಗೆ ರೂ.7263 ಹಾಗೂ ಸೂರ್ಯಕಾಂತಿ ರೂ.7721 ರಂತೆ ಬೆಂಬಲ ಬೆಲೆ ನಿಗದಿಪಡಿಸಲಾಗಿದೆ. ರೈತರಿಂದ ಖರೀದಿಗಾಗಿ ವಿಜಯನಗರ ಜಿಲ್ಲೆಯ ಎಲ್ಲಾ ಬೆಲೆ ಬೆಳೆಗಾರರ ಸಹಕಾರ ಸಂಘ ನಿಯಮಿತಗಳಲ್ಲಿ ಎಲ್ಲಾ bbox=[957, 1070, 1221, 1362]
dam-row bbox=[24, 589, 249, 606]
power-story-col1 bbox=[957, 1863, 1221, 2069]
right-ad-brand-top: SREE MARUTHI's bbox=[1341, 22, 1442, 59]
email-icon: ✉ bbox=[1100, 339, 1120, 356]
day-kannada: ಮಂಗಳವಾರ bbox=[1367, 312, 1430, 331]
chemistry-story-col1 bbox=[957, 2234, 1221, 2389]
left-story-body bbox=[22, 1361, 247, 1745]
right-column-divider bbox=[946, 373, 948, 2392]
license-story-dateline: ವಿಜಯನಗರ(ಹೊಸಪೇಟೆ): bbox=[957, 1557, 1082, 1574]
power-story-dateline: ವಿಜಯನಗರ(ಹೊಸಪೇಟೆ): bbox=[957, 1865, 1082, 1881]
license-story-byline: ಹೊಸಪೇಟೆ ಟೈಮ್ಸ್ ನ್ಯೂಸ್ bbox=[1032, 1536, 1147, 1552]
license-story-col2: ಅದನ್ನು ನವೀಕರಿಸಿಕೊಳ್ಳಬೇಕು. ಅನಧಿಕೃತವಾಗಿ ವ್ಯಾಪಾರ ಮಾಡುತ್ತಿರುವವರು ಕಲಂ.10 ರೊಳಗೆ ಪರವಾನಿಗೆ ಪಡೆಯತಕ್ಕದ್ದು, ತಪ್ಪಿದ್ದಲ್ಲಿ ಕರ್ನಾಟಕ ಪೌರಸಭೆ ಅಧಿನಿಯಮದಡಿ ಕಾನೂನು ಕ್ರಮ ಕೈಗೊಳ್ಳಲಾಗುತ್ತದೆ ಎಂದು ನಗರಸಭೆ ಪೌರಾಯುಕ್ತರು ಪ್ರಕಟಣೆಯಲ್ಲಿ ತಿಳಿಸಿದ್ದಾರೆ. bbox=[1235, 1537, 1499, 1639]
telegram-icon[interactable]: ➤ bbox=[346, 146, 380, 180]
youth-story-col1 bbox=[267, 1439, 597, 1804]
left-ad-line4: ಬೇಕ್ಕಿಸೀಗೆಗಳು ಹಾಗೂ bbox=[112, 74, 188, 87]
dam-row bbox=[24, 674, 249, 691]
dam-row-label: ಗರಿಷ್ಠ ನೀರಿನಮಟ್ಟ bbox=[27, 590, 103, 605]
main-story-col1 bbox=[267, 890, 597, 1282]
dam-row-label: ಇಂದಿನ ಒಳಹರಿವು bbox=[27, 641, 105, 656]
chemistry-story-col1-text: ಹೊಸಪೇಟೆಯ ಮೌಲಾನಾ ಆಜಾದ್ ಮಾದರಿ ಪದವಿ ಪೂರ್ವ ಕಾಲೇಜಿನಲ್ಲಿ ರಸಾಯನಶಾಸ್ತ್ರ ವಿಷಯದ ಅತಿಥಿ ಉಪನ್ಯಾಸಕರ ಹುದ್ದೆಗೆ ಅರ್ಜಿ ಆಹ್ವಾನಿಸಲಾಗಿದೆ. ಅರ್ಜಿ ಸಲ್ಲಿಸುವ ಅಭ್ಯರ್ಥಿಗಳು bbox=[957, 2236, 1221, 2317]
masthead-bottom-rule bbox=[16, 368, 1499, 371]
left-story-headline: ನಾಳೆ ಹೊಸಪೇಟೆ ನಗರದ ವಿವಿಧೆಡೆ ವಿದ್ಯುತ್ ವ್ಯತ್ಯಯ bbox=[49, 1187, 220, 1305]
groundnut-story-dateline: ವಿಜಯನಗರ(ಹೊಸಪೇಟೆ): bbox=[957, 1070, 1082, 1086]
dam-title: ತುಂಗಭದ್ರಾ ಜಲಾಶಯ bbox=[24, 381, 245, 412]
left-ad-title: ಶ್ರೀರಾಘವೇಂದ್ರ ಬೇಕರಿ bbox=[29, 19, 211, 40]
children-story-col2: ಸ್ಪರ್ಧೆಗಳಲ್ಲಿ ಭಾಗವಹಿಸುವವರಿಗೆ 09 ರಿಂದ 16 ವರ್ಷ ವಯೋಮಿತಿ ನಿಗದಿ ಮಾಡಲಾಗಿದೆ. ಆಸಕ್ತಿಯುಳ್ಳ ಸರ್ಕಾರಿ ಶಾಲೆ ಮಕ್ಕಳು, ಗ್ರಾಮೀಣ ಭಾಗದ ಮತ್ತು ಸ್ಲಂಗಳು, ಬುಡಕಟ್ಟು ಜನಾಂಗದ ಮಕ್ಕಳು, ಅಂಗವಿಕಲ ಮಕ್ಕಳು ಭಾಗವಹಿಸಬಹುದು. ಜಿಲ್ಲಾ ಮಟ್ಟದ ಮಕ್ಕಳ ದಿನಾಚರಣೆ ಕಾರ್ಯಕ್ರಮದಲ್ಲಿ ಸ್ಪರ್ಧಿಸಲು ಇಚ್ಛಿಸುವ ಮಕ್ಕಳು ನವೆಂಬರ್.09 ರಿಂದ ಸಂಜೆ 5 ಗಂಟೆಯೊಳಗೆ ಮಹಿಳಾ ಮತ್ತು ಮಕ್ಕಳ ಅಭಿವೃದ್ಧಿ ಇಲಾಖೆ ಉಪನಿರ್ದೇಶಕರ ಕಚೇರಿಗೆ ಭೇಟಿ ನೀಡಿ ಹೆಸರು ನೋಂದಾಯಿಸಿಕೊಳ್ಳಬೇಕು. ನೊಂದಾಯಿತ ಮಕ್ಕಳಿಗೆ ನವೆಂಬರ್.11 ರಂದು, ಬೆ.9:30 ಕ್ಕೆ ಜಿಲ್ಲಾ ಪಂಚಾಯತ್ ಸಭಾಂಗಣದಲ್ಲಿ ಜಿಲ್ಲಾ ಮಟ್ಟದ ಮಕ್ಕಳ ದಿನಾಚರಣೆ ಸ್ಪರ್ಧಾ ಕಾರ್ಯಕ್ರಮದಲ್ಲಿ ಭಾಗವಹಿಸಲು ಅವಕಾಶವಿರುತ್ತದೆ. ವಿಜೇತರು ರಾಜ್ಯಮಟ್ಟದ ಬಾಲಭವನದ ಕಲಾಶ್ರೀ ಪ್ರಶಸ್ತಿಯಲ್ಲಿ ಭಾಗವಹಿಸಬಹುದು. ಸ್ಪರ್ಧೆಯಲ್ಲಿ ಭಾಗವಹಿಸುವ ಮಕ್ಕಳು ಸ್ಪರ್ಧೆಗೆ ಬೇಕಾಗುವ ಸಾಮಗ್ರಿಗಳನ್ನು ತಾವೇ ತರಬೇಕು. ಹೆಚ್ಚಿನ ಮಾಹಿತಿಗಾಗಿ ಮಹಿಳಾ ಮತ್ತು ಮಕ್ಕಳ ಅಭಿವೃದ್ಧಿ ಇಲಾಖೆ ಉಪನಿರ್ದೇಶಕರ ಕಚೇರಿ, ಸಪ್ತಗಿರಿ ಶಾಲೆ ಹತ್ತಿರ ಮೆಟ್ರೋ ಪ್ಲಾಜಾ ಮೇಲಿನ ಮಹಡಿ, ಬಸವೇಶ್ವರ ಬಡಾವಣೆ, ದೂ.7795878747, 6364275533 ಸಂಖ್ಯೆಯನ್ನು ಕರೆ ಮಾಡಿ ಸಂಪರ್ಕಿಸಬಹುದು ಎಂದು ಪ್ರಕಟಣೆಯಲ್ಲಿ ತಿಳಿಸಿದ್ದಾರೆ. bbox=[611, 1930, 940, 2329]
dam-row-value: : 14,268 ಕ್ಯುಸೆಕ್ bbox=[148, 641, 244, 656]
right-ad-address: ಸ್ಟೇಷನ್ ರಸ್ತೆ-ಹೊಸಪೇಟೆ bbox=[1347, 158, 1436, 170]
dam-row-value: : 80.00 ಟಿಎಂಸಿ bbox=[148, 624, 235, 639]
license-story-col1-text: ಹೊಸಪೇಟೆ ನಗರಸಭೆ ವ್ಯಾಪ್ತಿಯಲ್ಲಿನ ವ್ಯಾಪಾರ ಉದ್ದಿಮೆ ಮಾಡುತ್ತಿರುವ ಉದ್ದಿಮೆದಾರರು ಕಡ್ಡಾಯವಾಗಿ ಕರ್ನಾಟಕ ಪೌರಸಭೆ ಅಧಿನಿಯಮ 1964 ಕಲಂ 256ರ ಕಾಯ್ದೆ ಪ್ರಕಾರ ವ್ಯಾಪಾರ ಉದ್ದಿಮೆ ಪರವಾನಿಗೆ ಪಡೆಯಬೇಕು ಮತ್ತು ಪರವಾನಿಗೆ ಇದ್ದಲ್ಲಿ bbox=[957, 1557, 1221, 1680]
main-story-byline: ಹೊಸಪೇಟೆ ಟೈಮ್ಸ್ ನ್ಯೂಸ್ bbox=[374, 872, 489, 887]
left-ad-line3: ಬಗೆಯ ಕೇಕುಗಳು bbox=[119, 60, 181, 73]
left-story-rule bbox=[22, 1763, 247, 1766]
deity-image bbox=[29, 45, 86, 132]
dam-row bbox=[24, 606, 249, 623]
dam-row bbox=[24, 623, 249, 640]
left-ad-phone: ಮೊ: 9902259872 | 6366336980 bbox=[29, 153, 211, 183]
title-kannada-big: ಟೈಮ್ಸ್ bbox=[684, 0, 1115, 225]
left-ad-address: ವಿಜಯನಗರದ ಬೇಕರಿ, ಶ್ರೀ ರಾಮಮಂದಿರ, ಹೊಸಪೇಟೆ bbox=[29, 137, 211, 153]
dam-photo bbox=[24, 412, 245, 567]
left-ad-line5: ರುಚಿಕರ ಸ್ನ್ಯಾಕ್ಸ್‌ಗಳು ಲಭ್ಯವಿದೆ. bbox=[97, 88, 203, 101]
right-ad-brand-name: Supreme Tea bbox=[1295, 61, 1488, 92]
founder-name: ಸಮಾಜಸೇವಾ ಭಾರ್ಗವ ಎಸ್.ಎಂ.ಪ್ರಕಾಶ್ bbox=[225, 273, 446, 292]
main-story-rule bbox=[261, 1271, 945, 1273]
editor-label: ಸಂಪಾದಕರು bbox=[533, 249, 594, 267]
power-story-col2: ಪ್ರದೇಶಗಳಾದ ಪೊಲೀಸ್ ಅಧೀಕ್ಷಕರು ಜಿಲ್ಲಾ ಪೊಲೀಸರ ಕಚೇರಿ, ಟಿಬಿಡ್ಯಾಂ ಏರಿಯಾ, ವಿದ್ಯಾನಗರ, ಇಂದಿರಾ ನಗರ, ಗೋಕುಲ್ ನಗರ, ಪಿ.ಎಲ್.ಸಿ ಏರಿಯಾ, ಸೋನಿಯಾ ನಗರ, ರಾಯರಕೆರೆ, ಡಾ.ಪುನೀತ್ ರಾಜ್‌ಕುಮಾರ್ ವೃತ್ತ, ಎಸ್‌ಆರ್ ನಗರ, ಕೆ.ಎಸ್.ಆರ್.ಟಿ.ಸಿ ಡಿಪೋ, ಆಶ್ರಯ ಕಾಲೋನಿ ಸೇರಿದಂತೆ ಎಲ್ಲಾ ಪ್ರದೇಶಗಳಲ್ಲಿ ವಿದ್ಯುತ್ ವ್ಯತ್ಯಯ ಉಂಟಾಗಲಿದ್ದು, ಸಾರ್ವಜನಿಕರು ಮತ್ತು ಗ್ರಾಹಕರು ಸಹಕರಿಸಬೇಕೆಂದು ಪ್ರಕಟಣೆಯಲ್ಲಿ ತಿಳಿಸಿದ್ದಾರೆ. bbox=[1235, 1845, 1499, 2010]
youth-story-col1-text: 2025-26ನೇ ಸಾಲಿನ ಜಿಲ್ಲಾ ಮಟ್ಟದ ಯುವಜನೋತ್ಸವ ಕಾರ್ಯಕ್ರಮವನ್ನು ನವೆಂಬರ್.06 ರಂದು ಜಿಲ್ಲಾ ಕ್ರೀಡಾ ಸಂಕೀರ್ಣದಲ್ಲಿ ಹಮ್ಮಿಕೊಳ್ಳಲಾಗಿದೆ. ಹೆಚ್ಚಿನ ಸಂಖ್ಯೆಯಲ್ಲಿ ಸ್ಪರ್ಧಾರ್ಥಿಗಳು ನೋಂದಣಿ ಸಲ್ಲಿಸಬೇಕು ಎಂದು ಯುವ ಸಬಲೀಕರಣ ಮತ್ತು ಕ್ರೀಡಾ ಇಲಾಖೆ ಸಹಾಯಕ ನಿರ್ದೇಶಕರು ತಿಳಿಸಿದ್ದಾರೆ. ಜಿಲ್ಲಾಡಳಿತ, ಜಿಲ್ಲಾ ಪಂಚಾಯತ್, ವಾಲ್ಮೀಕಿ ಯುವಕ ಸಂಘ, ಯುವ ಸಬಲೀಕರಣ ಮತ್ತು ಕ್ರೀಡಾ ಇಲಾಖೆ ಹಾಗೂ ವಿವಿಧ ಸಂಘ ಸಂಸ್ಥೆಗಳ ಸಹಯೋಗದಲ್ಲಿ ಆಯೋಜಿಸಲಾಗಿದೆ. ಜಿಲ್ಲಾ ಮಟ್ಟದ ಯುವಜನೋತ್ಸವದಲ್ಲಿ ಭಾಗವಹಿಸಲು ಬಯಸುವ ಸ್ಪರ್ಧಿಗಳು 15 ರಿಂದ 29 ವರ್ಷದೊಳಗಿನವರಾಗಿರಬೇಕು. ಜಿಲ್ಲೆಯ ಎಲ್ಲಾ ಯುವಕ ಯುವತಿಯರು, ಸಂಘ-ಸಂಸ್ಥೆಗಳ ಪ್ರತಿನಿಧಿಗಳು, ಶಾಲಾ ಕಾಲೇಜು ವಿದ್ಯಾರ್ಥಿ, ವಿದ್ಯಾರ್ಥಿನಿಯರು ಭಾಗವಹಿಸಬಹುದಾಗಿದೆ. bbox=[267, 1441, 597, 1705]
power-story-headline: ಇಂದು ಹೊಸಪೇಟೆ ನಗರದ ವಿವಿಧೆಡೆ ವಿದ್ಯುತ್ ವ್ಯತ್ಯಯ bbox=[969, 1717, 1489, 1813]
dam-row-label: ಕಳೆದ ವರ್ಷದ ನೀರಿನ ಮಟ್ಟ bbox=[27, 675, 143, 691]
